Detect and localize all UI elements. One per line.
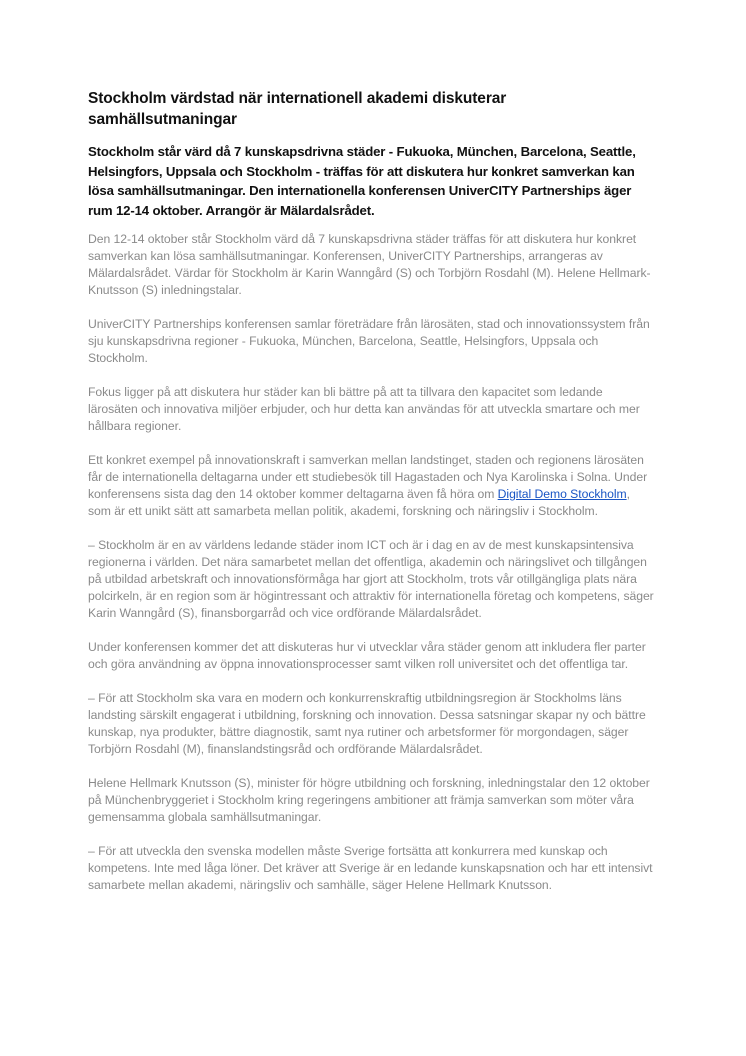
- quote-rosdahl: – För att Stockholm ska vara en modern och konkurrenskraftig utbildningsregion är Stockholms läns landsting särskilt engagerat i utbildning, forskning och innovation. Dessa satsningar skapar ny och bättre kunskap, nya produkter, bättre diagnostik, samt nya rutiner och arbetsformer för morgondagen, säger Torbjörn Rosdahl (M), finanslandstingsråd och ordförande Mälardalsrådet.: [88, 691, 646, 756]
- paragraph-minister: Helene Hellmark Knutsson (S), minister för högre utbildning och forskning, inledningstalar den 12 oktober på Münchenbryggeriet i Stockholm kring regeringens ambitioner att främja samverkan som möter våra gemensamma globala samhällsutmaningar.: [88, 776, 650, 824]
- quote-hellmark-knutsson: – För att utveckla den svenska modellen måste Sverige fortsätta att konkurrera med kunskap och kompetens. Inte med låga löner. Det kräver att Sverige är en ledande kunskapsnation och har ett intensivt samarbete mellan akademi, näringsliv och samhälle, säger Helene Hellmark Knutsson.: [88, 844, 653, 892]
- paragraph-example-text-end: , som är ett unikt sätt att samarbeta mellan politik, akademi, forskning och näringsliv i Stockholm.: [88, 487, 630, 518]
- paragraph-discussion: Under konferensen kommer det att diskuteras hur vi utvecklar våra städer genom att inkludera fler parter och göra användning av öppna innovationsprocesser samt vilken roll universitet och det offentliga tar.: [88, 640, 646, 671]
- article-title: Stockholm värdstad när internationell akademi diskuterar samhällsutmaningar: [88, 90, 507, 128]
- digital-demo-stockholm-link[interactable]: Digital Demo Stockholm: [497, 487, 627, 501]
- paragraph-focus: Fokus ligger på att diskutera hur städer kan bli bättre på att ta tillvara den kapacitet som ledande lärosäten och innovativa miljöer erbjuder, och hur detta kan användas för att utveckla smartare och mer hållbara regioner.: [88, 385, 640, 433]
- paragraph-example-text: Ett konkret exempel på innovationskraft i samverkan mellan landstinget, staden och regionens lärosäten får de internationella deltagarna under ett studiebesök till Hagastaden och Nya Karolinska i Solna. Under konferensens sista dag den 14 oktober kommer deltagarna även få höra om: [88, 453, 648, 501]
- quote-wanngard: – Stockholm är en av världens ledande städer inom ICT och är i dag en av de mest kunskapsintensiva regionerna i världen. Det nära samarbetet mellan det offentliga, akademin och näringslivet och tillgången på utbildad arbetskraft och innovationsförmåga har gjort att Stockholm, trots vår otillgängliga plats nära polcirkeln, är en region som är högintressant och attraktiv för internationella företag och kompetens, säger Karin Wanngård (S), finansborgarråd och vice ordförande Mälardalsrådet.: [88, 538, 654, 620]
- paragraph-intro: Den 12-14 oktober står Stockholm värd då 7 kunskapsdrivna städer träffas för att diskutera hur konkret samverkan kan lösa samhällsutmaningar. Konferensen, UniverCITY Partnerships, arrangeras av Mälardalsrådet. Värdar för Stockholm är Karin Wanngård (S) och Torbjörn Rosdahl (M). Helene Hellmark-Knutsson (S) inledningstalar.: [88, 232, 651, 297]
- press-release: [88, 88, 654, 911]
- paragraph-example: [88, 452, 654, 520]
- article-lead: Stockholm står värd då 7 kunskapsdrivna städer - Fukuoka, München, Barcelona, Seattle, Helsingfors, Uppsala och Stockholm - träffas för att diskutera hur konkret samverkan kan lösa samhällsutmaningar. Den internationella konferensen UniverCITY Partnerships äger rum 12-14 oktober. Arrangör är Mälardalsrådet.: [88, 144, 636, 218]
- paragraph-participants: UniverCITY Partnerships konferensen samlar företrädare från lärosäten, stad och innovationssystem från sju kunskapsdrivna regioner - Fukuoka, München, Barcelona, Seattle, Helsingfors, Uppsala och Stockholm.: [88, 317, 650, 365]
- article-body: [88, 231, 654, 894]
